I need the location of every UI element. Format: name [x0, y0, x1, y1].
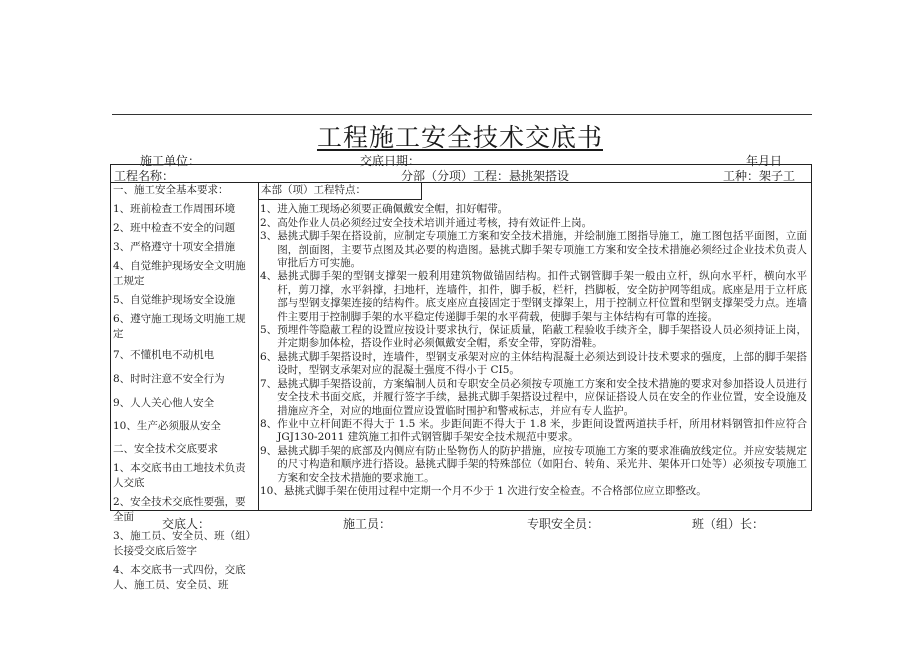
project-row — [111, 165, 811, 183]
list-item: 3、严格遵守十项安全措施 — [113, 241, 236, 253]
list-item: 3、施工员、安全员、班（组）长接受交底后签字 — [113, 530, 251, 557]
discloser-signature-label: 交底人： — [162, 517, 211, 531]
construction-unit-label: 施工单位： — [140, 154, 201, 168]
list-item: 4、 悬挑式脚手架的型钢支撑架一般利用建筑物做锚固结构。扣件式钢管脚手架一般由立杆，纵向水平杆，横向水平杆，剪刀撑，水平斜撑，扫地杆，连墙件，扣件，脚手板，栏杆，挡脚板，安全防护网等组成。底座是用于立杆底部与型钢支撑架连接的结构件。底支座应直接固定于型钢支撑架上，用于控制立杆位置和型钢支撑架受力点。连墙件主要用于控制脚手架的水平稳定传递脚手架的水平荷载，使脚手架与主体结构有可靠的连接。 — [260, 270, 807, 323]
list-item: 2、班中检查不安全的问题 — [113, 222, 236, 234]
date-ymd: 年月日 — [746, 154, 783, 168]
subproject-label: 分部（分项）工程：悬挑架搭设 — [401, 169, 570, 183]
features-heading: 本部（项）工程特点： — [258, 182, 422, 200]
list-item: 7、 悬挑式脚手架搭设前，方案编制人员和专职安全员必须按专项施工方案和安全技术措施的要求对参加搭设人员进行安全技术书面交底，并履行签字手续，悬挑式脚手架搭设过程中，应保证搭设人员在安全的作业位置，安全设施及措施应齐全，对应的地面位置应设置临时围护和警戒标志，并应有专人监护。 — [260, 377, 807, 417]
document-title: 工程施工安全技术交底书 — [316, 123, 603, 152]
constructor-signature-label: 施工员： — [343, 517, 392, 531]
disclosure-date-label: 交底日期： — [360, 154, 421, 168]
list-item: 4、本交底书一式四份，交底人、施工员、安全员、班 — [113, 564, 246, 591]
list-item: 3、 悬挑式脚手架在搭设前，应制定专项施工方案和安全技术措施，并绘制施工图指导施工，施工图包括平面图，立面图，剖面图，主要节点图及其必要的构造图。悬挑式脚手架专项施工方案和安全技术措施必须经过企业技术负责人审批后方可实施。 — [260, 230, 807, 270]
top-rule — [112, 114, 812, 115]
list-item: 1、本交底书由工地技术负责人交底 — [113, 462, 246, 489]
basic-requirements-heading: 一、施工安全基本要求： — [113, 184, 229, 196]
list-item: 7、不懂机电不动机电 — [113, 349, 215, 361]
list-item: 2、 高处作业人员必须经过安全技术培训并通过考核，持有效证件上岗。 — [260, 216, 593, 229]
list-item: 8、 作业中立杆间距不得大于 1.5 米。步距间距不得大于 1.8 米，步距间设置两道扶手杆，所用材料钢管扣件应符合 JGJ130-2011 建筑施工扣件式钢管脚手架安全技术规范中要求。 — [260, 417, 807, 444]
team-leader-signature-label: 班（组）长： — [692, 517, 765, 531]
list-item: 10、 悬挑式脚手架在使用过程中定期一个月不少于 1 次进行安全检查。不合格部位应立即整改。 — [260, 484, 707, 497]
list-item: 5、自觉维护现场安全设施 — [113, 294, 236, 306]
list-item: 9、 悬挑式脚手架的底部及内侧应有防止坠物伤人的防护措施，应按专项施工方案的要求准确放线定位。并应安装规定的尺寸构造和顺序进行搭设。悬挑式脚手架的特殊部位（如阳台、转角、采光井、架体开口处等）必须按专项施工方案和安全技术措施的要求施工。 — [260, 444, 807, 484]
trade-label: 工种：架子工 — [723, 169, 796, 183]
list-item: 6、 悬挑式脚手架搭设时，连墙件，型钢支承架对应的主体结构混凝土必须达到设计技术要求的强度，上部的脚手架搭设时，型钢支承架对应的混凝土强度不得小于 CI5。 — [260, 350, 807, 377]
list-item: 4、自觉维护现场安全文明施工规定 — [113, 260, 246, 287]
list-item: 8、时时注意不安全行为 — [113, 373, 225, 385]
safety-officer-signature-label: 专职安全员： — [527, 517, 600, 531]
list-item: 10、生产必须服从安全 — [113, 420, 221, 432]
disclosure-table — [110, 164, 812, 591]
list-item: 1、班前检查工作周围环境 — [113, 203, 236, 215]
list-item: 5、 预埋件等隐蔽工程的设置应按设计要求执行，保证质量，陷蔽工程验收手续齐全，脚手架搭设人员必须持证上岗，并定期参加体检，搭设作业时必须佩戴安全帽，系安全带，穿防滑鞋。 — [260, 324, 807, 350]
disclosure-requirements-heading: 二、安全技术交底要求 — [113, 443, 218, 455]
list-item: 2、安全技术交底性要强，要全面 — [113, 496, 246, 523]
right-column — [258, 182, 811, 510]
list-item: 1、 进入施工现场必须要正确佩戴安全帽，扣好帽带。 — [260, 203, 509, 216]
left-column — [111, 182, 259, 591]
list-item: 9、人人关心他人安全 — [113, 397, 215, 409]
project-name-label: 工程名称： — [114, 169, 175, 183]
list-item: 6、遵守施工现场文明施工规定 — [113, 313, 246, 340]
